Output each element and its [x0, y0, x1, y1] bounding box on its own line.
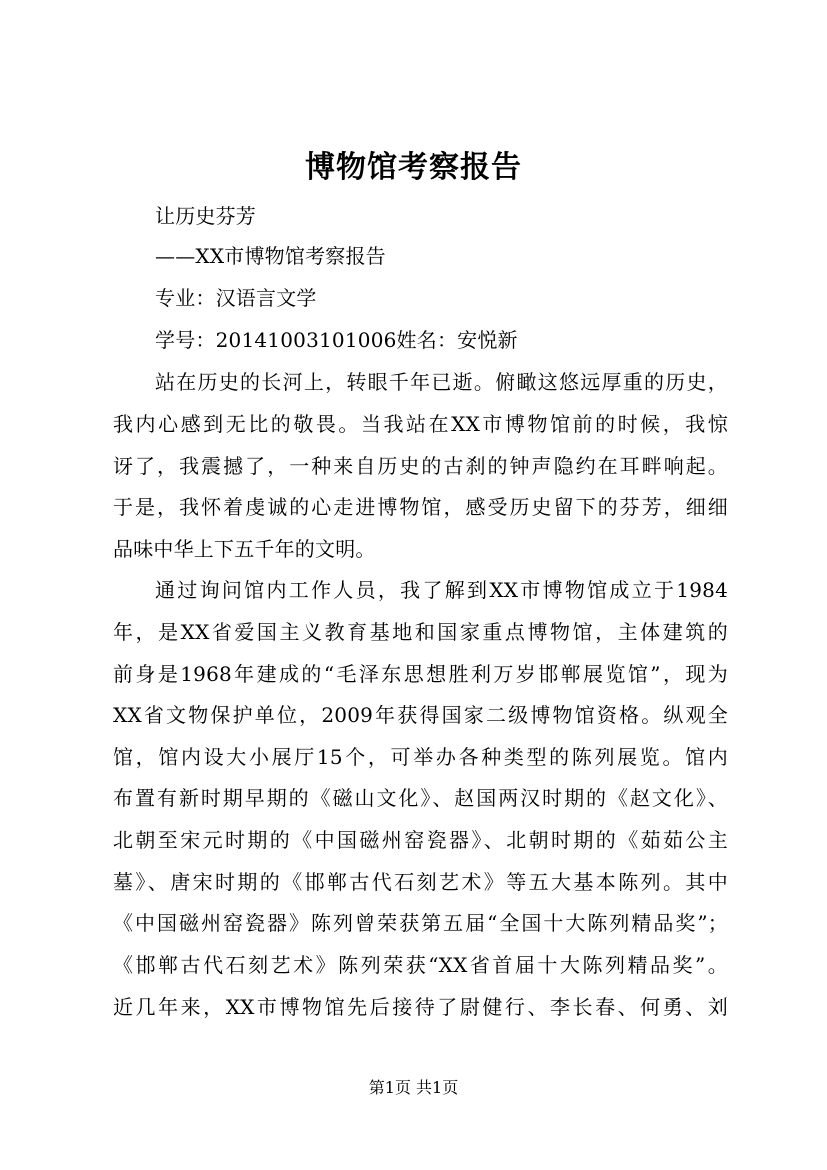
paragraph-line: 馆，馆内设大小展厅15个，可举办各种类型的陈列展览。馆内: [113, 745, 728, 769]
paragraph-line: 近几年来，XX市博物馆先后接待了尉健行、李长春、何勇、刘: [113, 995, 728, 1019]
paragraph-line: 墓》、唐宋时期的《邯郸古代石刻艺术》等五大基本陈列。其中: [113, 870, 728, 894]
paragraph-line: 年，是XX省爱国主义教育基地和国家重点博物馆，主体建筑的: [113, 620, 728, 644]
page-number-footer: 第1页 共1页: [368, 1078, 459, 1097]
document-title: 博物馆考察报告: [305, 150, 522, 185]
paragraph-line: 布置有新时期早期的《磁山文化》、赵国两汉时期的《赵文化》、: [113, 786, 728, 810]
paragraph-line: 站在历史的长河上，转眼千年已逝。俯瞰这悠远厚重的历史，: [155, 370, 728, 394]
major-line: 专业：汉语言文学: [155, 286, 317, 310]
paragraph-line: 我内心感到无比的敬畏。当我站在XX市博物馆前的时候，我惊: [113, 412, 728, 436]
paragraph-line: XX省文物保护单位，2009年获得国家二级博物馆资格。纵观全: [113, 703, 728, 727]
paragraph-line: 于是，我怀着虔诚的心走进博物馆，感受历史留下的芬芳，细细: [113, 495, 728, 519]
paragraph-line: 品味中华上下五千年的文明。: [113, 537, 376, 561]
paragraph-line: 《中国磁州窑瓷器》陈列曾荣获第五届“全国十大陈列精品奖”；: [113, 911, 728, 935]
paragraph-line: 通过询问馆内工作人员，我了解到XX市博物馆成立于1984: [155, 578, 728, 602]
student-info-line: 学号：20141003101006姓名：安悦新: [155, 328, 518, 352]
paragraph-line: 前身是1968年建成的“毛泽东思想胜利万岁邯郸展览馆”，现为: [113, 662, 728, 686]
paragraph-line: 北朝至宋元时期的《中国磁州窑瓷器》、北朝时期的《茹茹公主: [113, 828, 728, 852]
paragraph-line: 《邯郸古代石刻艺术》陈列荣获“XX省首届十大陈列精品奖”。: [113, 953, 728, 977]
subheading: ——XX市博物馆考察报告: [155, 244, 386, 268]
paragraph-line: 讶了，我震撼了，一种来自历史的古刹的钟声隐约在耳畔响起。: [113, 454, 728, 478]
subtitle: 让历史芬芳: [155, 204, 256, 228]
